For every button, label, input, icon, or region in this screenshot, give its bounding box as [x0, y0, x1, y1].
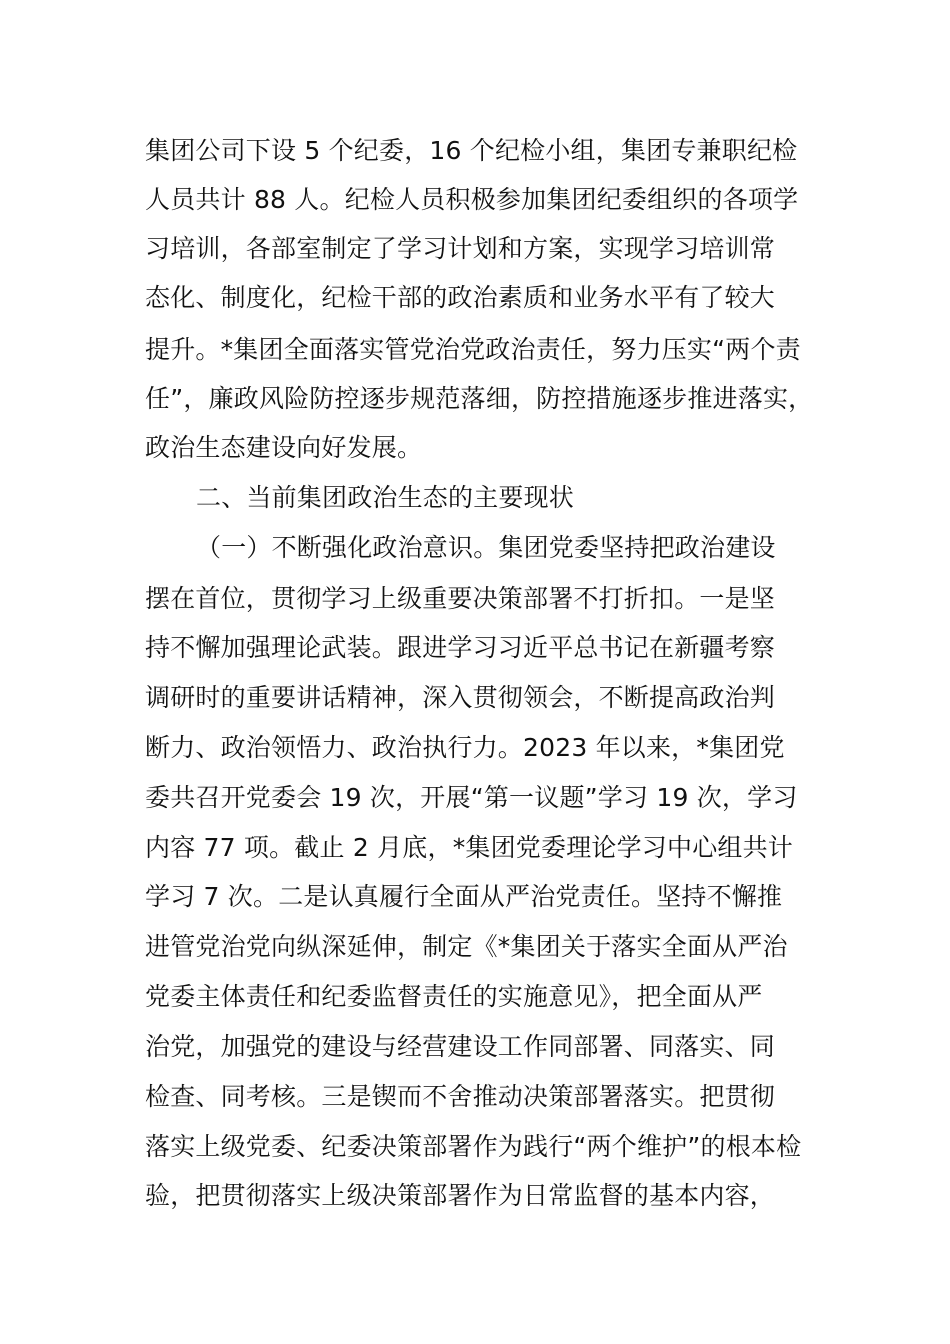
paragraph-line: 调研时的重要讲话精神，深入贯彻领会，不断提高政治判 — [145, 683, 776, 712]
section-heading: 二、当前集团政治生态的主要现状 — [196, 483, 575, 512]
paragraph-line: 验，把贯彻落实上级决策部署作为日常监督的基本内容， — [145, 1181, 776, 1210]
paragraph-line: 任”，廉政风险防控逐步规范落细，防控措施逐步推进落实， — [145, 384, 814, 413]
paragraph-line: 进管党治党向纵深延伸，制定《*集团关于落实全面从严治 — [145, 932, 788, 961]
paragraph-line: 人员共计 88 人。纪检人员积极参加集团纪委组织的各项学 — [145, 185, 799, 214]
paragraph-line: 落实上级党委、纪委决策部署作为践行“两个维护”的根本检 — [145, 1132, 802, 1161]
paragraph-line: 习培训，各部室制定了学习计划和方案，实现学习培训常 — [145, 234, 776, 263]
paragraph-line: 内容 77 项。截止 2 月底，*集团党委理论学习中心组共计 — [145, 833, 794, 862]
paragraph-line: 断力、政治领悟力、政治执行力。2023 年以来，*集团党 — [145, 733, 785, 762]
subsection-heading: （一）不断强化政治意识。集团党委坚持把政治建设 — [196, 533, 776, 562]
paragraph-line: 政治生态建设向好发展。 — [145, 433, 423, 462]
paragraph-line: 治党，加强党的建设与经营建设工作同部署、同落实、同 — [145, 1032, 776, 1061]
paragraph-line: 持不懈加强理论武装。跟进学习习近平总书记在新疆考察 — [145, 633, 776, 662]
paragraph-line: 提升。*集团全面落实管党治党政治责任，努力压实“两个责 — [145, 335, 801, 364]
paragraph-line: 委共召开党委会 19 次，开展“第一议题”学习 19 次，学习 — [145, 783, 798, 812]
paragraph-line: 党委主体责任和纪委监督责任的实施意见》，把全面从严 — [145, 982, 763, 1011]
paragraph-line: 摆在首位，贯彻学习上级重要决策部署不打折扣。一是坚 — [145, 584, 776, 613]
paragraph-line: 检查、同考核。三是锲而不舍推动决策部署落实。把贯彻 — [145, 1082, 776, 1111]
paragraph-line: 态化、制度化，纪检干部的政治素质和业务水平有了较大 — [145, 283, 776, 312]
paragraph-line: 集团公司下设 5 个纪委，16 个纪检小组，集团专兼职纪检 — [145, 136, 798, 165]
paragraph-line: 学习 7 次。二是认真履行全面从严治党责任。坚持不懈推 — [145, 882, 783, 911]
